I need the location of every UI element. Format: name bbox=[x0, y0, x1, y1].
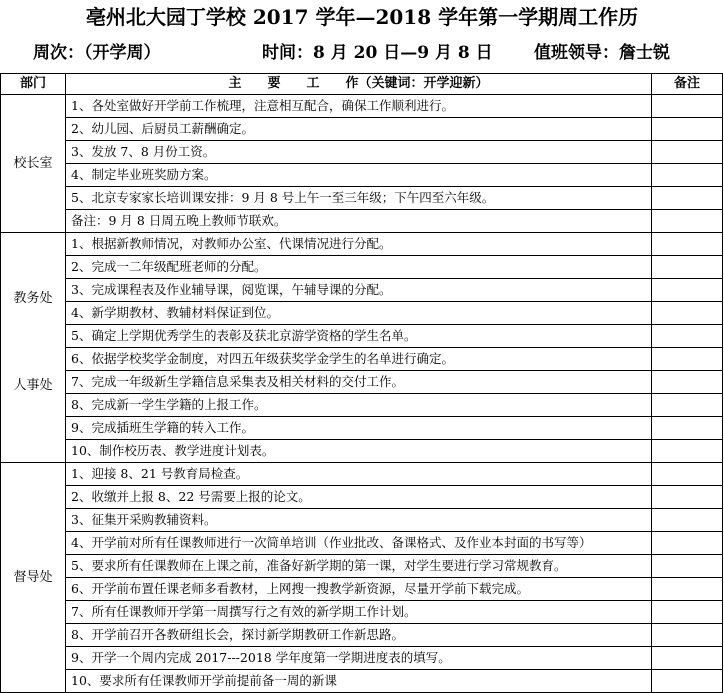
work-calendar-table bbox=[0, 73, 723, 693]
note-cell bbox=[652, 394, 723, 417]
work-item: 5、确定上学期优秀学生的表彰及获北京游学资格的学生名单。 bbox=[66, 325, 652, 348]
note-cell bbox=[652, 95, 723, 118]
note-cell bbox=[652, 279, 723, 302]
work-item: 8、完成新一学生学籍的上报工作。 bbox=[66, 394, 652, 417]
note-cell bbox=[652, 187, 723, 210]
table-row bbox=[1, 302, 723, 325]
work-item: 7、所有任课教师开学第一周撰写行之有效的新学期工作计划。 bbox=[66, 601, 652, 624]
header-note: 备注 bbox=[652, 74, 723, 95]
work-item: 3、完成课程表及作业辅导课，阅览课，午辅导课的分配。 bbox=[66, 279, 652, 302]
table-row bbox=[1, 325, 723, 348]
work-item: 1、各处室做好开学前工作梳理，注意相互配合，确保工作顺利进行。 bbox=[66, 95, 652, 118]
dept-cell bbox=[1, 233, 66, 463]
work-item: 6、依据学校奖学金制度，对四五年级获奖学金学生的名单进行确定。 bbox=[66, 348, 652, 371]
work-item: 6、开学前布置任课老师多看教材，上网搜一搜教学新资源，尽量开学前下载完成。 bbox=[66, 578, 652, 601]
page-title: 亳州北大园丁学校 2017 学年—2018 学年第一学期周工作历 bbox=[85, 5, 639, 29]
note-cell bbox=[652, 348, 723, 371]
work-item: 3、发放 7、8 月份工资。 bbox=[66, 141, 652, 164]
table-row bbox=[1, 601, 723, 624]
work-item: 9、完成插班生学籍的转入工作。 bbox=[66, 417, 652, 440]
table-row bbox=[1, 532, 723, 555]
work-item: 4、开学前对所有任课教师进行一次简单培训（作业批改、备课格式、及作业本封面的书写等） bbox=[66, 532, 652, 555]
note-cell bbox=[652, 233, 723, 256]
table-row bbox=[1, 164, 723, 187]
note-cell bbox=[652, 371, 723, 394]
note-cell bbox=[652, 532, 723, 555]
note-cell bbox=[652, 141, 723, 164]
table-row bbox=[1, 141, 723, 164]
header-dept: 部门 bbox=[1, 74, 66, 95]
table-row bbox=[1, 486, 723, 509]
note-cell bbox=[652, 302, 723, 325]
work-item: 8、开学前召开各教研组长会，探讨新学期教研工作新思路。 bbox=[66, 624, 652, 647]
dept-name-secondary: 人事处 bbox=[13, 377, 53, 393]
work-item: 3、征集开采购教辅资料。 bbox=[66, 509, 652, 532]
table-row bbox=[1, 624, 723, 647]
note-cell bbox=[652, 670, 723, 693]
table-row bbox=[1, 118, 723, 141]
dept-name: 校长室 bbox=[13, 155, 53, 171]
work-item: 10、要求所有任课教师开学前提前备一周的新课 bbox=[66, 670, 652, 693]
dept-name: 督导处 bbox=[13, 569, 53, 585]
note-cell bbox=[652, 118, 723, 141]
work-item: 9、开学一个周内完成 2017---2018 学年度第一学期进度表的填写。 bbox=[66, 647, 652, 670]
note-cell bbox=[652, 578, 723, 601]
note-cell bbox=[652, 624, 723, 647]
table-row bbox=[1, 210, 723, 233]
table-row bbox=[1, 279, 723, 302]
time-label: 时间：8 月 20 日—9 月 8 日 bbox=[262, 43, 493, 63]
work-item: 4、新学期教材、教辅材料保证到位。 bbox=[66, 302, 652, 325]
table-row bbox=[1, 95, 723, 118]
table-row bbox=[1, 509, 723, 532]
dept-cell bbox=[1, 463, 66, 693]
table-row bbox=[1, 187, 723, 210]
table-header-row bbox=[1, 74, 723, 95]
table-row bbox=[1, 555, 723, 578]
table-row bbox=[1, 394, 723, 417]
work-item: 2、完成一二年级配班老师的分配。 bbox=[66, 256, 652, 279]
note-cell bbox=[652, 601, 723, 624]
note-cell bbox=[652, 256, 723, 279]
work-item: 1、根据新教师情况，对教师办公室、代课情况进行分配。 bbox=[66, 233, 652, 256]
table-row bbox=[1, 647, 723, 670]
table-row bbox=[1, 670, 723, 693]
note-cell bbox=[652, 509, 723, 532]
work-item: 1、迎接 8、21 号教育局检查。 bbox=[66, 463, 652, 486]
table-row bbox=[1, 233, 723, 256]
table-row bbox=[1, 578, 723, 601]
table-row bbox=[1, 348, 723, 371]
work-item: 备注：9 月 8 日周五晚上教师节联欢。 bbox=[66, 210, 652, 233]
week-label: 周次：（开学周） bbox=[33, 43, 161, 63]
table-row bbox=[1, 417, 723, 440]
note-cell bbox=[652, 440, 723, 463]
dept-cell bbox=[1, 95, 66, 233]
note-cell bbox=[652, 463, 723, 486]
note-cell bbox=[652, 164, 723, 187]
note-cell bbox=[652, 555, 723, 578]
duty-leader-label: 值班领导：詹士锐 bbox=[534, 43, 670, 63]
note-cell bbox=[652, 417, 723, 440]
work-item: 10、制作校历表、教学进度计划表。 bbox=[66, 440, 652, 463]
work-item: 4、制定毕业班奖励方案。 bbox=[66, 164, 652, 187]
dept-name: 教务处 bbox=[13, 290, 53, 306]
note-cell bbox=[652, 486, 723, 509]
work-item: 2、收缴并上报 8、22 号需要上报的论文。 bbox=[66, 486, 652, 509]
work-item: 5、北京专家家长培训课安排：9 月 8 号上午一至三年级；下午四至六年级。 bbox=[66, 187, 652, 210]
table-row bbox=[1, 463, 723, 486]
note-cell bbox=[652, 325, 723, 348]
header-work: 主 要 工 作（关键词：开学迎新） bbox=[66, 74, 652, 95]
note-cell bbox=[652, 647, 723, 670]
table-row bbox=[1, 371, 723, 394]
work-item: 5、要求所有任课教师在上课之前，准备好新学期的第一课，对学生要进行学习常规教育。 bbox=[66, 555, 652, 578]
table-row bbox=[1, 256, 723, 279]
work-item: 7、完成一年级新生学籍信息采集表及相关材料的交付工作。 bbox=[66, 371, 652, 394]
note-cell bbox=[652, 210, 723, 233]
table-row bbox=[1, 440, 723, 463]
work-item: 2、幼儿园、后厨员工薪酬确定。 bbox=[66, 118, 652, 141]
